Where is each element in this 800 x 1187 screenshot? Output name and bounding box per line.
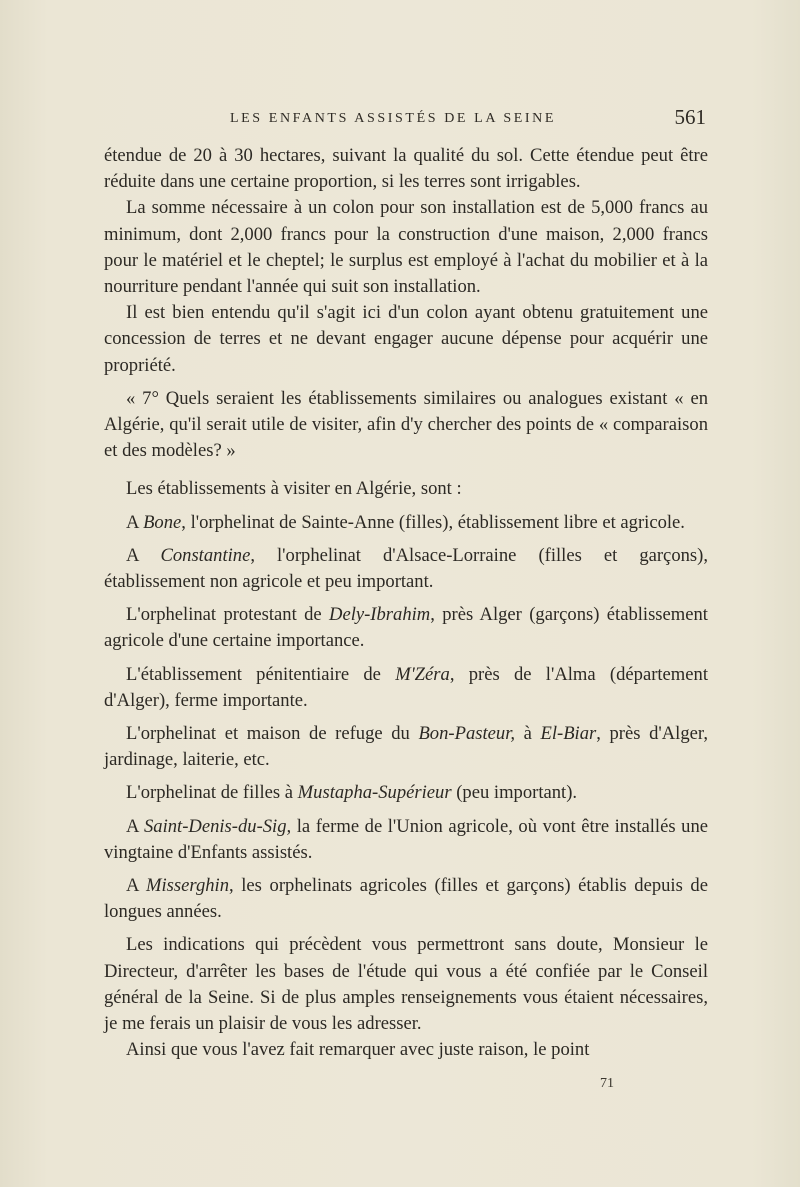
text-segment: L'orphelinat protestant de — [126, 604, 330, 626]
text-segment: L'orphelinat de filles à — [126, 782, 298, 804]
text-segment: A — [126, 511, 144, 533]
text-segment: la ferme de l'Union agricole, où vont être installés une vingtaine d'Enfants assistés. — [104, 815, 708, 863]
list-item — [104, 721, 708, 773]
text-segment: L'orphelinat et maison de refuge du — [126, 723, 419, 745]
paragraph: Les établissements à visiter en Algérie, sont : — [126, 478, 462, 500]
quoted-question: « 7° Quels seraient les établissements similaires ou analogues existant « en Algérie, qu'il serait utile de visiter, afin d'y chercher des points de « comparaison et des modèles? » — [104, 387, 708, 462]
list-item — [104, 543, 708, 595]
body-text — [104, 143, 708, 1064]
place-name: Saint-Denis-du-Sig, — [143, 815, 292, 837]
list-item — [104, 780, 708, 806]
place-name: Mustapha-Supérieur — [297, 782, 452, 804]
place-name: Dely-Ibrahim — [329, 604, 431, 626]
paragraph: étendue de 20 à 30 hectares, suivant la qualité du sol. Cette étendue peut être réduite dans une certaine proportion, si les terres sont irrigables. — [104, 145, 708, 193]
text-segment: , près de l'Alma (département d'Alger), ferme importante. — [104, 663, 708, 711]
printer-signature-mark: 71 — [600, 1076, 614, 1091]
paragraph: La somme nécessaire à un colon pour son installation est de 5,000 francs au minimum, dont 2,000 francs pour la construction d'une maison, 2,000 francs pour le matériel et le cheptel; le surplus est employé à l'achat du mobilier et à la nourriture pendant l'année qui suit son installation. — [104, 197, 708, 298]
text-segment: à — [515, 723, 541, 745]
text-segment: , les orphelinats agricoles (filles et garçons) établis depuis de longues années. — [104, 875, 708, 923]
text-segment: A — [126, 544, 161, 566]
text-segment: , l'orphelinat d'Alsace-Lorraine (filles et garçons), établissement non agricole et peu important. — [104, 544, 708, 593]
place-name: Constantine — [160, 544, 251, 566]
page-header — [100, 105, 710, 135]
text-segment: A — [126, 875, 147, 897]
list-item — [104, 814, 708, 866]
text-segment: , près d'Alger, jardinage, laiterie, etc. — [104, 723, 708, 771]
page-number: 561 — [674, 105, 706, 129]
place-name: Bon-Pasteur, — [418, 723, 516, 745]
list-item — [104, 662, 708, 714]
paragraph: Ainsi que vous l'avez fait remarquer avec juste raison, le point — [126, 1039, 590, 1061]
text-segment: (peu important). — [451, 782, 578, 804]
text-segment: A — [126, 815, 144, 837]
place-name: Misserghin — [146, 875, 229, 897]
list-item — [104, 510, 708, 536]
place-name: El-Biar — [540, 723, 597, 745]
text-segment: , l'orphelinat de Sainte-Anne (filles), établissement libre et agricole. — [181, 511, 685, 533]
paragraph: Il est bien entendu qu'il s'agit ici d'un colon ayant obtenu gratuitement une concession de terres et ne devant engager aucune dépense pour acquérir une propriété. — [104, 302, 708, 376]
text-segment: L'établissement pénitentiaire de — [126, 663, 396, 685]
place-name: M'Zéra — [395, 663, 450, 685]
text-segment: , près Alger (garçons) établissement agricole d'une certaine importance. — [104, 604, 708, 652]
list-item — [104, 602, 708, 654]
place-name: Bone — [143, 511, 182, 533]
paragraph: Les indications qui précèdent vous permettront sans doute, Monsieur le Directeur, d'arrêter les bases de l'étude qui vous a été confiée par le Conseil général de la Seine. Si de plus amples renseignements vous étaient nécessaires, je me ferais un plaisir de vous les adresser. — [104, 934, 708, 1035]
list-item — [104, 873, 708, 925]
running-title: LES ENFANTS ASSISTÉS DE LA SEINE — [230, 111, 557, 126]
